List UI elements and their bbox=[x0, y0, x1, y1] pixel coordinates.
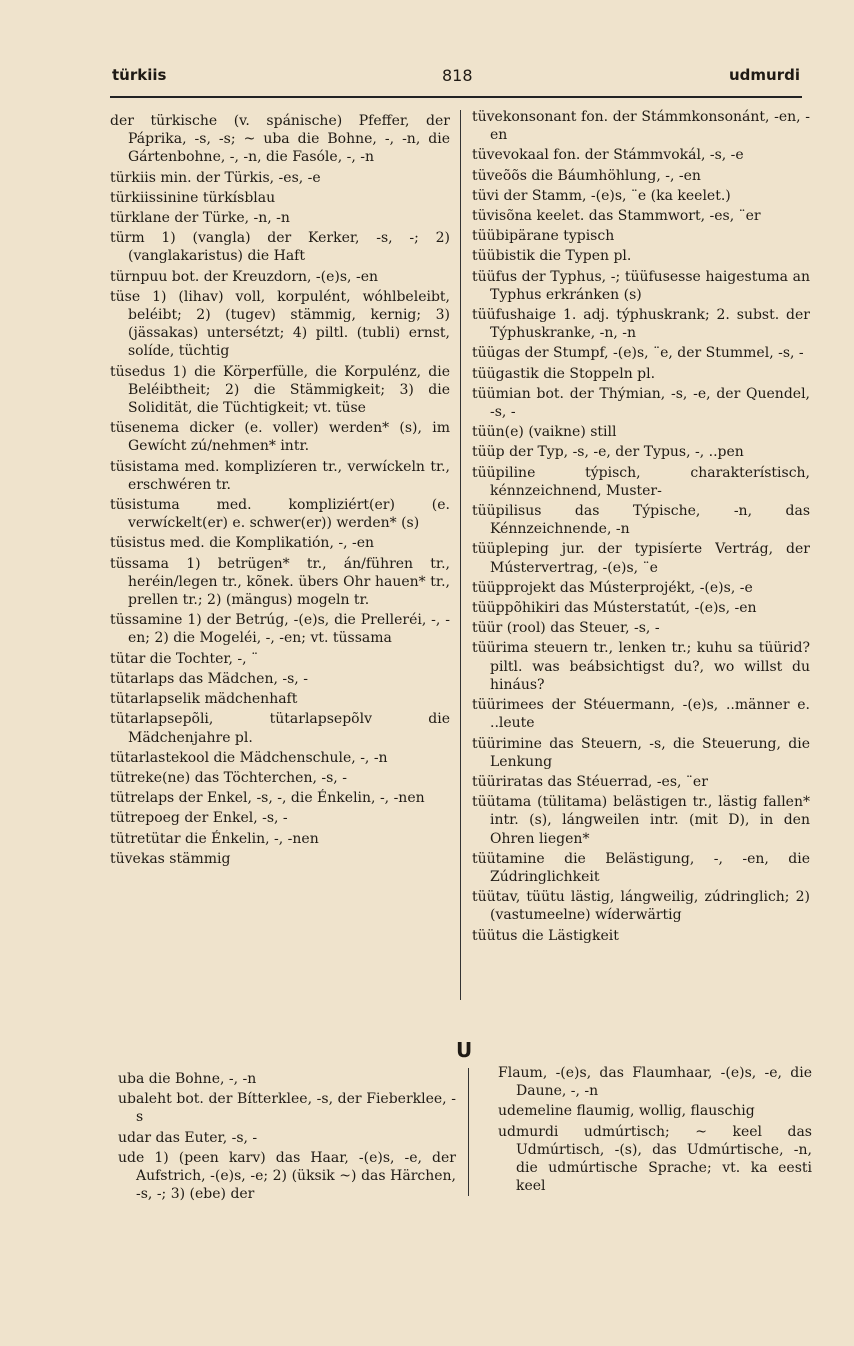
dictionary-entry: tüvekas stämmig bbox=[110, 850, 231, 867]
dictionary-entry: tüürimine das Steuern, -s, die Steuerung, die Lenkung bbox=[472, 735, 810, 770]
dictionary-entry: tüübistik die Typen pl. bbox=[472, 248, 632, 265]
running-header bbox=[112, 66, 800, 90]
dictionary-entry: tüügas der Stumpf, -(e)s, ¨e, der Stummel, -s, - bbox=[472, 345, 804, 362]
dictionary-entry: tüvekonsonant fon. der Stámmkonsonánt, -en, -en bbox=[472, 109, 810, 144]
header-right-guideword: udmurdi bbox=[728, 66, 800, 84]
dictionary-entry: ude 1) (peen karv) das Haar, -(e)s, -e, der Aufstrich, -(e)s, -e; 2) (üksik ~) das Härchen, -s, -; 3) (ebe) der bbox=[118, 1149, 456, 1203]
dictionary-entry: tütrelaps der Enkel, -s, -, die Énkelin, -, -nen bbox=[110, 790, 425, 807]
dictionary-entry: tüveõõs die Báumhöhlung, -, -en bbox=[472, 167, 701, 184]
dictionary-entry: tütretütar die Énkelin, -, -nen bbox=[110, 830, 319, 847]
dictionary-entry: tüügastik die Stoppeln pl. bbox=[472, 365, 656, 382]
dictionary-entry: tüüpilisus das Týpische, -n, das Kénnzeichnende, -n bbox=[472, 503, 810, 538]
dictionary-entry: tüüpprojekt das Músterprojékt, -(e)s, -e bbox=[472, 579, 753, 596]
dictionary-entry: türkiis min. der Türkis, -es, -e bbox=[110, 169, 321, 186]
page-number: 818 bbox=[442, 66, 473, 85]
dictionary-entry: türnpuu bot. der Kreuzdorn, -(e)s, -en bbox=[110, 268, 378, 285]
dictionary-entry: tütarlapselik mädchenhaft bbox=[110, 691, 298, 708]
dictionary-entry: tüütus die Lästigkeit bbox=[472, 927, 619, 944]
dictionary-entry: tütarlastekool die Mädchenschule, -, -n bbox=[110, 749, 388, 766]
dictionary-entry: türm 1) (vangla) der Kerker, -s, -; 2) (vanglakaristus) die Haft bbox=[110, 230, 450, 265]
dictionary-entry: tüssamine 1) der Betrúg, -(e)s, die Prelleréi, -, -en; 2) die Mogeléi, -, -en; vt. tüssama bbox=[110, 612, 450, 647]
dictionary-entry: tütrepoeg der Enkel, -s, - bbox=[110, 810, 288, 827]
dictionary-entry: tüse 1) (lihav) voll, korpulént, wóhlbeleibt, beléibt; 2) (tugev) stämmig, kernig; 3) (jässakas) untersétzt; 4) piltl. (tubli) ernst, solíde, tüchtig bbox=[110, 288, 450, 360]
dictionary-entry: tüüppõhikiri das Músterstatút, -(e)s, -en bbox=[472, 600, 757, 617]
dictionary-entry: tüürimees der Stéuermann, -(e)s, ..männer e. ..leute bbox=[472, 697, 810, 732]
dictionary-entry: türklane der Türke, -n, -n bbox=[110, 210, 290, 227]
dictionary-entry: tüsedus 1) die Körperfülle, die Korpulénz, die Beléibtheit; 2) die Stämmigkeit; 3) die Solidität, die Tüchtigkeit; vt. tüse bbox=[110, 363, 450, 417]
dictionary-entry: tüütav, tüütu lästig, lángweilig, zúdringlich; 2) (vastumeelne) wíderwärtig bbox=[472, 889, 810, 924]
dictionary-entry: tüvi der Stamm, -(e)s, ¨e (ka keelet.) bbox=[472, 187, 731, 204]
dictionary-entry: tüübipärane typisch bbox=[472, 228, 615, 245]
dictionary-entry: uba die Bohne, -, -n bbox=[118, 1071, 257, 1087]
dictionary-entry: tüün(e) (vaikne) still bbox=[472, 424, 617, 441]
dictionary-entry: tüüfushaige 1. adj. týphuskrank; 2. subst. der Týphuskranke, -n, -n bbox=[472, 307, 810, 342]
dictionary-entry: tüsistus med. die Komplikatión, -, -en bbox=[110, 535, 375, 552]
header-left-guideword: türkiis bbox=[112, 66, 167, 84]
dictionary-entry: tüüfus der Typhus, -; tüüfusesse haigestuma an Typhus erkránken (s) bbox=[472, 268, 810, 303]
dictionary-entry: udmurdi udmúrtisch; ~ keel das Udmúrtisch, -(s), das Udmúrtische, -n, die udmúrtische Sprache; vt. ka eesti keel bbox=[498, 1123, 812, 1195]
column-divider bbox=[460, 110, 461, 1000]
dictionary-entry: tüüpleping jur. der typisíerte Vertrág, der Mústervertrag, -(e)s, ¨e bbox=[472, 541, 810, 576]
dictionary-entry: tütreke(ne) das Töchterchen, -s, - bbox=[110, 769, 347, 786]
dictionary-entry: tütar die Tochter, -, ¨ bbox=[110, 650, 259, 667]
section-letter: U bbox=[456, 1038, 473, 1062]
column-divider-lower bbox=[468, 1068, 469, 1196]
dictionary-entry: udar das Euter, -s, - bbox=[118, 1129, 258, 1146]
column-3 bbox=[118, 1070, 456, 1205]
dictionary-entry: udemeline flaumig, wollig, flauschig bbox=[498, 1103, 755, 1120]
dictionary-entry: tüütamine die Belästigung, -, -en, die Zúdringlichkeit bbox=[472, 850, 810, 885]
dictionary-entry: türkiissinine türkísblau bbox=[110, 189, 276, 206]
column-1 bbox=[110, 112, 450, 870]
dictionary-entry: tüssama 1) betrügen* tr., án/führen tr., heréin/legen tr., kõnek. übers Ohr hauen* tr., prellen tr.; 2) (mängus) mogeln tr. bbox=[110, 555, 450, 609]
dictionary-entry: tüvevokaal fon. der Stámmvokál, -s, -e bbox=[472, 147, 744, 164]
dictionary-entry: tüüpiline týpisch, charakterístisch, kénnzeichnend, Muster- bbox=[472, 464, 810, 499]
dictionary-entry: tütarlaps das Mädchen, -s, - bbox=[110, 670, 308, 687]
column-4 bbox=[498, 1064, 812, 1197]
dictionary-entry: tüütama (tülitama) belästigen tr., lästig fallen* intr. (s), lángweilen intr. (mit D), in den Ohren liegen* bbox=[472, 794, 810, 847]
column-2 bbox=[472, 108, 810, 947]
header-rule bbox=[110, 96, 802, 98]
dictionary-entry: ubaleht bot. der Bítterklee, -s, der Fieberklee, -s bbox=[118, 1091, 456, 1126]
dictionary-entry: tüüp der Typ, -s, -e, der Typus, -, ..pen bbox=[472, 444, 744, 461]
dictionary-entry: tüürima steuern tr., lenken tr.; kuhu sa tüürid? piltl. was beábsichtigst du?, wo willst du hináus? bbox=[472, 640, 810, 693]
dictionary-entry: der türkische (v. spánische) Pfeffer, der Páprika, -s, -s; ~ uba die Bohne, -, -n, die Gártenbohne, -, -n, die Fasóle, -, -n bbox=[110, 113, 450, 166]
dictionary-entry: tüüriratas das Stéuerrad, -es, ¨er bbox=[472, 773, 708, 790]
dictionary-entry: Flaum, -(e)s, das Flaumhaar, -(e)s, -e, die Daune, -, -n bbox=[498, 1065, 812, 1100]
dictionary-entry: tüsistama med. komplizíeren tr., verwíckeln tr., erschwéren tr. bbox=[110, 458, 450, 493]
dictionary-entry: tüsenema dicker (e. voller) werden* (s), im Gewícht zú/nehmen* intr. bbox=[110, 420, 450, 455]
dictionary-entry: tüsistuma med. kompliziért(er) (e. verwíckelt(er) e. schwer(er)) werden* (s) bbox=[110, 497, 450, 532]
dictionary-entry: tüvisõna keelet. das Stammwort, -es, ¨er bbox=[472, 208, 761, 225]
dictionary-entry: tüümian bot. der Thýmian, -s, -e, der Quendel, -s, - bbox=[472, 385, 810, 421]
dictionary-entry: tütarlapsepõli, tütarlapsepõlv die Mädchenjahre pl. bbox=[110, 711, 450, 746]
dictionary-entry: tüür (rool) das Steuer, -s, - bbox=[472, 620, 660, 637]
